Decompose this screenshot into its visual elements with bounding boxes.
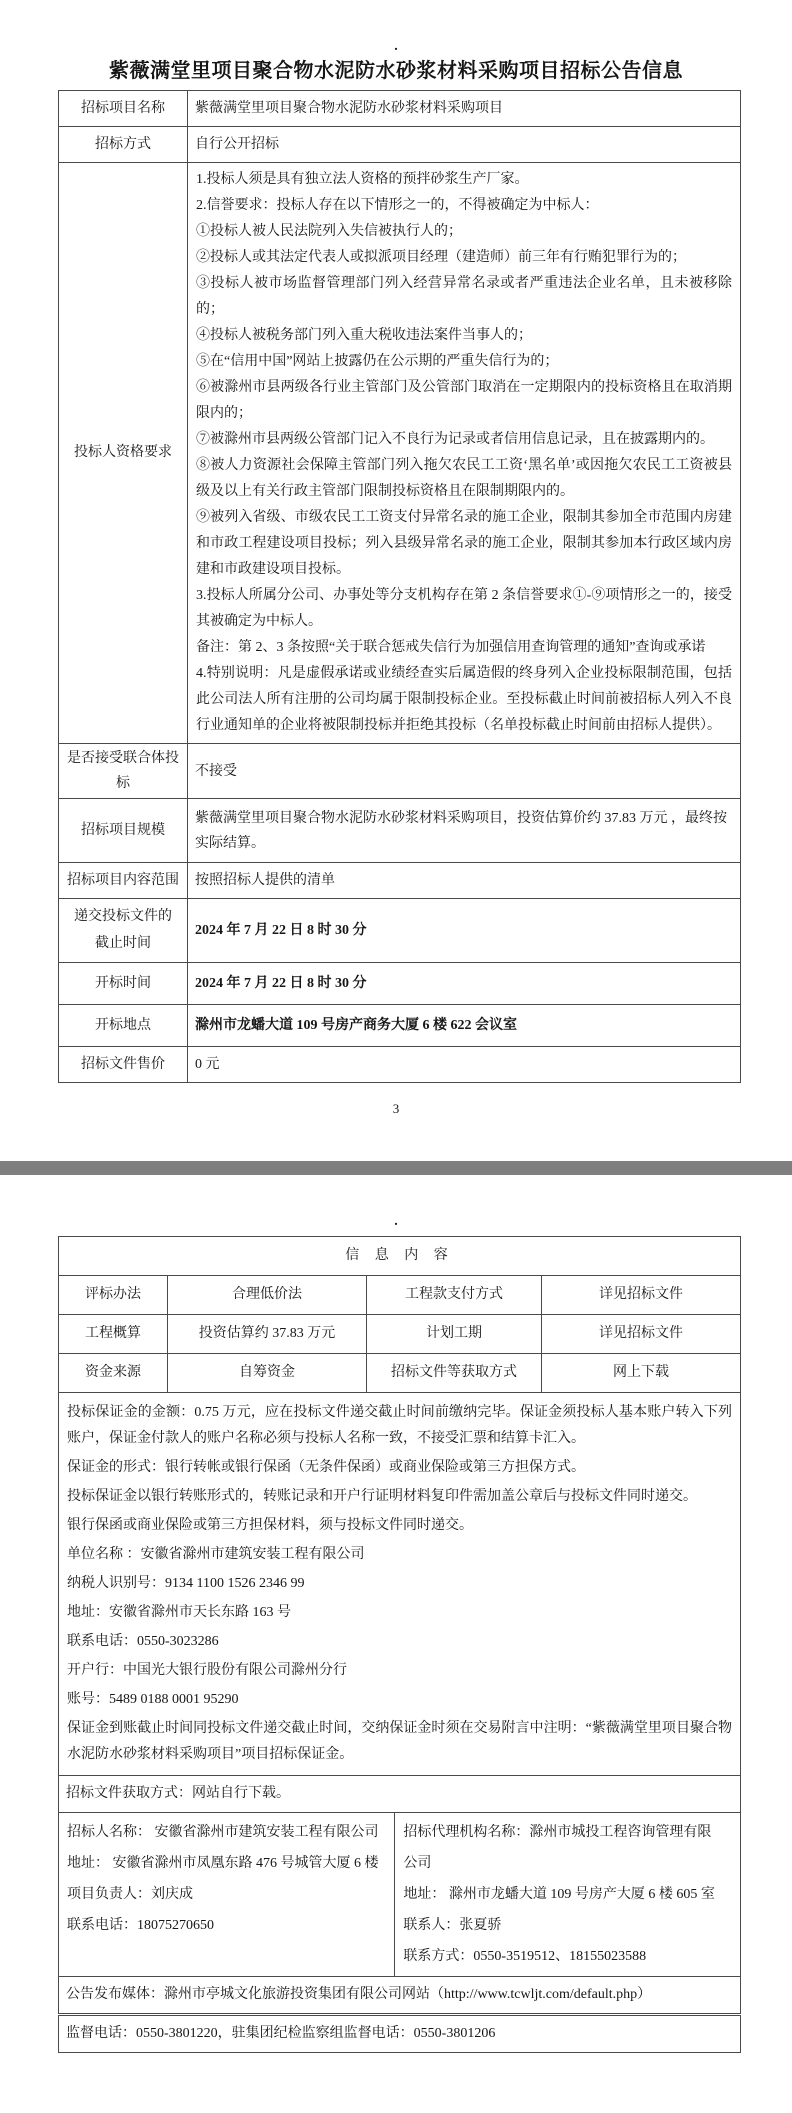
paragraph: 保证金的形式：银行转帐或银行保函（无条件保函）或商业保险或第三方担保方式。 <box>67 1460 585 1475</box>
paragraph: 2.信誉要求：投标人存在以下情形之一的，不得被确定为中标人： <box>196 198 599 213</box>
deposit-info-cell <box>59 1393 741 1776</box>
paragraph: ⑥被滁州市县两级各行业主管部门及公管部门取消在一定期限内的投标资格且在取消期限内的； <box>196 380 732 421</box>
cell: 投资估算约 37.83 万元 <box>168 1315 367 1354</box>
page-title: 紫薇满堂里项目聚合物水泥防水砂浆材料采购项目招标公告信息 <box>109 60 683 82</box>
cell: 工程概算 <box>59 1315 168 1354</box>
paragraph: ①投标人被人民法院列入失信被执行人的； <box>196 224 462 239</box>
cell: 资金来源 <box>59 1354 168 1393</box>
row-label <box>59 899 188 963</box>
paragraph: ⑧被人力资源社会保障主管部门列入拖欠农民工工资‘黑名单’或因拖欠农民工工资被县级及以上有关行政主管部门限制投标资格且在限制期限内的。 <box>196 458 732 499</box>
paragraph: 保证金到账截止时间同投标文件递交截止时间，交纳保证金时须在交易附言中注明：“紫薇满堂里项目聚合物水泥防水砂浆材料采购项目”项目招标保证金。 <box>67 1721 732 1762</box>
cell: 评标办法 <box>59 1276 168 1315</box>
paragraph: 投标保证金的金额：0.75 万元，应在投标文件递交截止时间前缴纳完毕。保证金须投标人基本账户转入下列账户，保证金付款人的账户名称必须与投标人名称一致，不接受汇票和结算卡汇入。 <box>67 1405 732 1446</box>
table-row <box>59 1977 741 2015</box>
cell: 工程款支付方式 <box>367 1276 542 1315</box>
cell: 合理低价法 <box>168 1276 367 1315</box>
row-label: 招标项目名称 <box>59 91 188 127</box>
paragraph: 4.特别说明：凡是虚假承诺或业绩经查实后属造假的终身列入企业投标限制范围，包括此公司法人所有注册的公司均属于限制投标企业。至投标截止时间前被招标人列入不良行业通知单的企业将被限制投标并拒绝其投标（名单投标截止时间前由招标人提供）。 <box>196 666 732 733</box>
row-value: 自行公开招标 <box>188 127 741 163</box>
table-row <box>59 899 741 963</box>
paragraph: 招标代理机构名称：滁州市城投工程咨询管理有限公司 <box>403 1825 712 1871</box>
doc-fetch-cell: 招标文件获取方式：网站自行下载。 <box>59 1776 741 1813</box>
paragraph: 单位名称 ：安徽省滁州市建筑安装工程有限公司 <box>67 1547 365 1562</box>
paragraph: 地址： 安徽省滁州市凤凰东路 476 号城管大厦 6 楼 <box>67 1856 379 1871</box>
info-table-title: 信 息 内 容 <box>59 1237 741 1276</box>
table-row <box>59 1276 741 1315</box>
supervision-cell: 监督电话：0550-3801220，驻集团纪检监察组监督电话：0550-3801206 <box>59 2015 741 2053</box>
dot-mark: . <box>394 39 398 54</box>
row-label: 招标文件售价 <box>59 1047 188 1083</box>
paragraph: ⑨被列入省级、市级农民工工资支付异常名录的施工企业，限制其参加全市范围内房建和市政工程建设项目投标；列入县级异常名录的施工企业，限制其参加本行政区域内房建和市政建设项目投标。 <box>196 510 732 577</box>
tenderer-contact-block <box>59 1813 395 1976</box>
paragraph: 备注：第 2、3 条按照“关于联合惩戒失信行为加强信用查询管理的通知”查询或承诺 <box>196 640 706 655</box>
contacts-cell <box>59 1813 741 1977</box>
row-label: 招标项目规模 <box>59 799 188 863</box>
table-row <box>59 863 741 899</box>
paragraph: ⑤在“信用中国”网站上披露仍在公示期的严重失信行为的； <box>196 354 559 369</box>
paragraph: 项目负责人：刘庆成 <box>67 1887 193 1902</box>
row-value: 紫薇满堂里项目聚合物水泥防水砂浆材料采购项目，投资估算价约 37.83 万元 ，最终按实际结算。 <box>188 799 741 863</box>
paragraph: 联系方式：0550-3519512、18155023588 <box>403 1949 647 1964</box>
table-row <box>59 91 741 127</box>
cell: 自筹资金 <box>168 1354 367 1393</box>
table-row <box>59 1393 741 1776</box>
cell: 网上下载 <box>542 1354 741 1393</box>
paragraph: 投标保证金以银行转账形式的，转账记录和开户行证明材料复印件需加盖公章后与投标文件同时递交。 <box>67 1489 697 1504</box>
row-value: 按照招标人提供的清单 <box>188 863 741 899</box>
cell: 招标文件等获取方式 <box>367 1354 542 1393</box>
row-label: 招标项目内容范围 <box>59 863 188 899</box>
row-value: 2024 年 7 月 22 日 8 时 30 分 <box>188 963 741 1005</box>
paragraph: ⑦被滁州市县两级公管部门记入不良行为记录或者信用信息记录，且在披露期内的。 <box>196 432 714 447</box>
row-value: 0 元 <box>188 1047 741 1083</box>
paragraph: 招标人名称： 安徽省滁州市建筑安装工程有限公司 <box>67 1825 379 1840</box>
table-row <box>59 1354 741 1393</box>
cell: 详见招标文件 <box>542 1276 741 1315</box>
table-row <box>59 2015 741 2053</box>
cell: 计划工期 <box>367 1315 542 1354</box>
paragraph: ②投标人或其法定代表人或拟派项目经理（建造师）前三年有行贿犯罪行为的； <box>196 250 686 265</box>
row-value: 不接受 <box>188 744 741 799</box>
table-row <box>59 799 741 863</box>
paragraph: 联系电话：0550-3023286 <box>67 1634 219 1649</box>
agency-contact-block <box>395 1813 731 1976</box>
table-row <box>59 127 741 163</box>
paragraph: 3.投标人所属分公司、办事处等分支机构存在第 2 条信誉要求①-⑨项情形之一的，接受其被确定为中标人。 <box>196 588 732 629</box>
row-value <box>188 163 741 744</box>
paragraph: 1.投标人须是具有独立法人资格的预拌砂浆生产厂家。 <box>196 172 529 187</box>
dot-mark: . <box>394 1214 398 1229</box>
paragraph: 地址：安徽省滁州市天长东路 163 号 <box>67 1605 291 1620</box>
table-row <box>59 963 741 1005</box>
table-row <box>59 1776 741 1813</box>
row-label: 开标时间 <box>59 963 188 1005</box>
table-row <box>59 1315 741 1354</box>
paragraph: 银行保函或商业保险或第三方担保材料，须与投标文件同时递交。 <box>67 1518 473 1533</box>
paragraph: 联系电话：18075270650 <box>67 1918 214 1933</box>
page-separator-band <box>0 1161 792 1175</box>
page-number: 3 <box>392 1101 400 1117</box>
table-row <box>59 1005 741 1047</box>
row-label-line1: 递交投标文件的 <box>74 909 172 925</box>
paragraph: ④投标人被税务部门列入重大税收违法案件当事人的； <box>196 328 532 343</box>
table-row <box>59 163 741 744</box>
paragraph: 开户行：中国光大银行股份有限公司滁州分行 <box>67 1663 347 1678</box>
cell: 详见招标文件 <box>542 1315 741 1354</box>
paragraph: 地址： 滁州市龙蟠大道 109 号房产大厦 6 楼 605 室 <box>403 1887 715 1902</box>
paragraph: 纳税人识别号：9134 1100 1526 2346 99 <box>67 1576 305 1591</box>
row-label: 是否接受联合体投标 <box>59 744 188 799</box>
document-page-2 <box>0 1175 792 2113</box>
contacts-columns <box>59 1813 740 1976</box>
row-value: 2024 年 7 月 22 日 8 时 30 分 <box>188 899 741 963</box>
table-row <box>59 744 741 799</box>
paragraph: 联系人：张夏骄 <box>403 1918 502 1933</box>
info-table <box>58 1236 741 2053</box>
table-row <box>59 1047 741 1083</box>
table-row <box>59 1237 741 1276</box>
row-label: 招标方式 <box>59 127 188 163</box>
table-row <box>59 1813 741 1977</box>
row-value: 紫薇满堂里项目聚合物水泥防水砂浆材料采购项目 <box>188 91 741 127</box>
announcement-table <box>58 90 741 1083</box>
paragraph: 账号：5489 0188 0001 95290 <box>67 1692 239 1707</box>
paragraph: ③投标人被市场监督管理部门列入经营异常名录或者严重违法企业名单，且未被移除的； <box>196 276 732 317</box>
row-label-line2: 截止时间 <box>95 935 151 951</box>
media-cell: 公告发布媒体：滁州市亭城文化旅游投资集团有限公司网站（http://www.tcwljt.com/default.php） <box>59 1977 741 2015</box>
row-value: 滁州市龙蟠大道 109 号房产商务大厦 6 楼 622 会议室 <box>188 1005 741 1047</box>
row-label: 投标人资格要求 <box>59 163 188 744</box>
row-label: 开标地点 <box>59 1005 188 1047</box>
